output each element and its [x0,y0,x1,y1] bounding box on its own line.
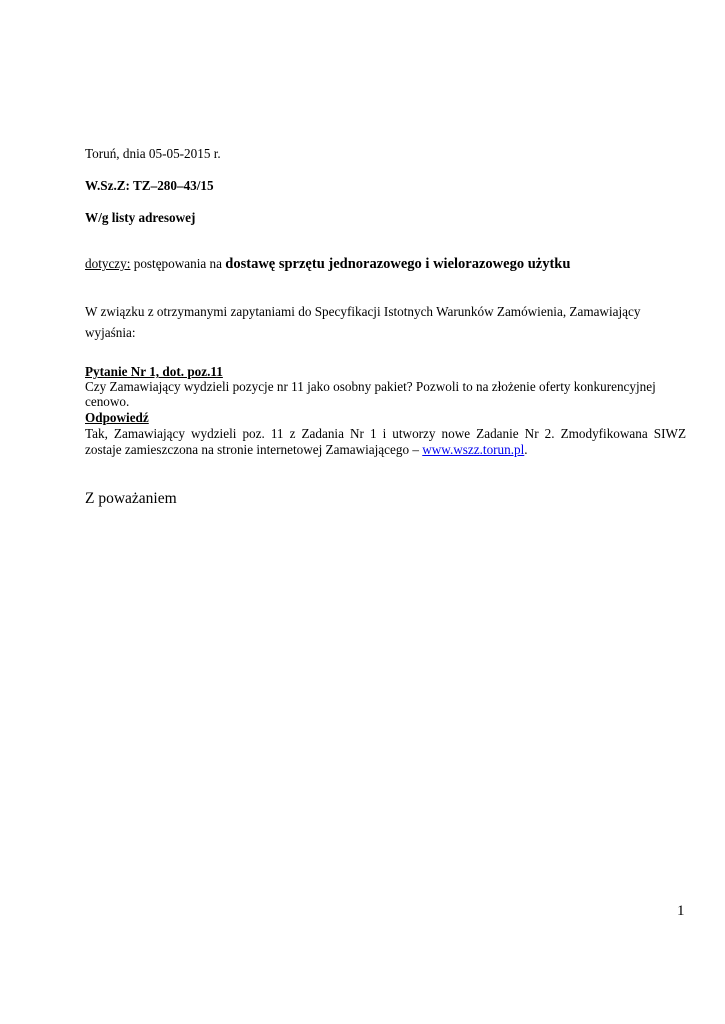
place-date: Toruń, dnia 05-05-2015 r. [85,146,221,161]
closing-salutation: Z poważaniem [85,490,177,507]
answer-line-2-text: zostaje zamieszczona na stronie internetowej Zamawiającego – [85,442,423,457]
reference-number: W.Sz.Z: TZ–280–43/15 [85,178,214,193]
intro-line-2: wyjaśnia: [85,325,136,340]
addressee: W/g listy adresowej [85,210,196,225]
answer-line-2-suffix: . [524,442,528,457]
website-link[interactable]: www.wszz.torun.pl [422,442,525,457]
question-heading: Pytanie Nr 1, dot. poz.11 [85,364,223,379]
question-line-1: Czy Zamawiający wydzieli pozycje nr 11 jako osobny pakiet? Pozwoli to na złożenie oferty konkurencyjnej [85,379,656,394]
subject-prefix: postępowania na [130,256,226,271]
subject-title: dostawę sprzętu jednorazowego i wielorazowego użytku [225,256,571,272]
intro-line-1: W związku z otrzymanymi zapytaniami do Specyfikacji Istotnych Warunków Zamówienia, Zamawiający [85,304,641,319]
answer-line-2 [85,442,528,457]
answer-line-1: Tak, Zamawiający wydzieli poz. 11 z Zadania Nr 1 i utworzy nowe Zadanie Nr 2. Zmodyfikowana SIWZ [85,426,686,441]
answer-heading: Odpowiedź [85,410,149,425]
question-line-2: cenowo. [85,394,130,409]
subject-line [85,256,570,272]
page-number: 1 [677,903,685,919]
subject-label: dotyczy: [85,256,131,271]
